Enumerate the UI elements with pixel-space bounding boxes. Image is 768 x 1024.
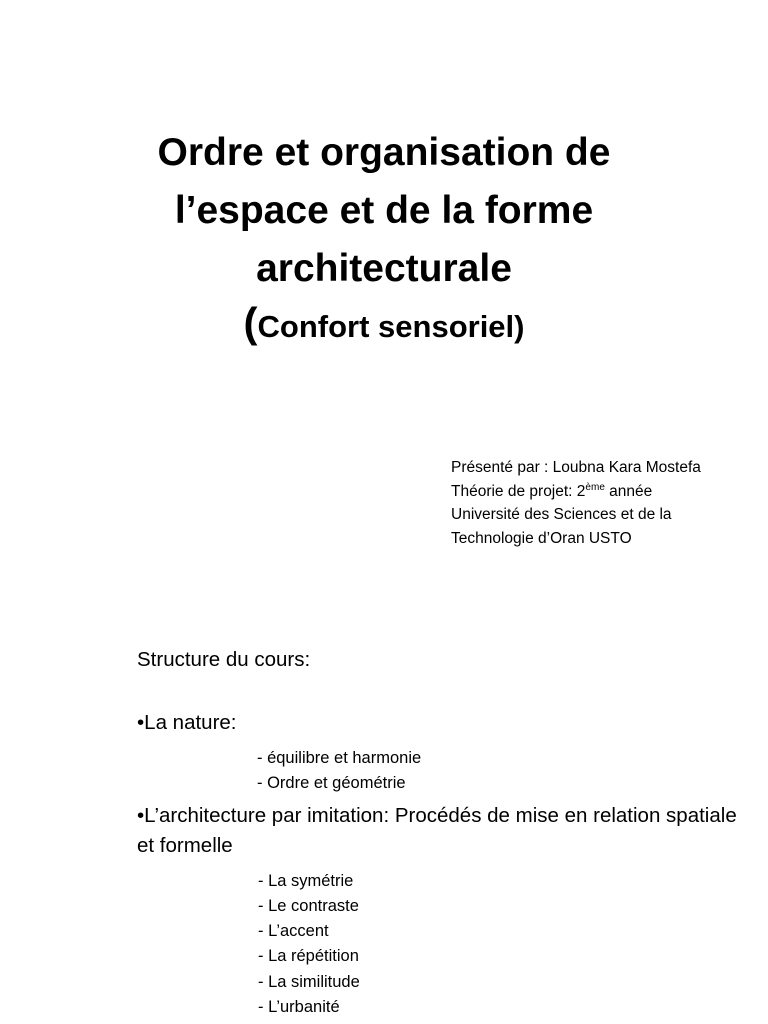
list-item: - Le contraste [258, 896, 359, 915]
subtitle [60, 298, 708, 352]
course-level-prefix: Théorie de projet: 2 [451, 482, 586, 500]
outline-heading: Structure du cours: [137, 648, 311, 671]
list-item: - L’accent [258, 922, 329, 941]
list-item: - La similitude [258, 972, 360, 991]
list-item: - Ordre et géométrie [257, 774, 406, 793]
imitation-sub-list [258, 869, 757, 1021]
section-title-nature: •La nature: [137, 711, 237, 734]
university-line-1: Université des Sciences et de la [451, 506, 672, 523]
nature-sub-list [257, 746, 757, 797]
course-level-suffix: année [604, 482, 653, 500]
presenter-info [451, 456, 761, 550]
list-item: - La répétition [258, 947, 359, 966]
list-item: - La symétrie [258, 871, 354, 890]
course-level-superscript: ème [585, 481, 605, 493]
list-item: - équilibre et harmonie [257, 749, 422, 767]
section-title-imitation: •L’architecture par imitation: Procédés de mise en relation spatiale et formelle [137, 803, 737, 857]
title-line-2: l’espace et de la forme [174, 189, 594, 232]
course-outline [137, 645, 757, 1020]
document-title [60, 124, 708, 352]
list-item: - L’urbanité [258, 998, 340, 1017]
subtitle-open-paren: ( [243, 299, 258, 346]
title-line-3: architecturale [256, 247, 512, 290]
university-line-2: Technologie d’Oran USTO [451, 529, 632, 547]
presenter-name: Présenté par : Loubna Kara Mostefa [451, 459, 701, 476]
subtitle-text: Confort sensoriel) [257, 309, 525, 344]
title-line-1: Ordre et organisation de [157, 131, 611, 174]
course-level [451, 480, 761, 504]
